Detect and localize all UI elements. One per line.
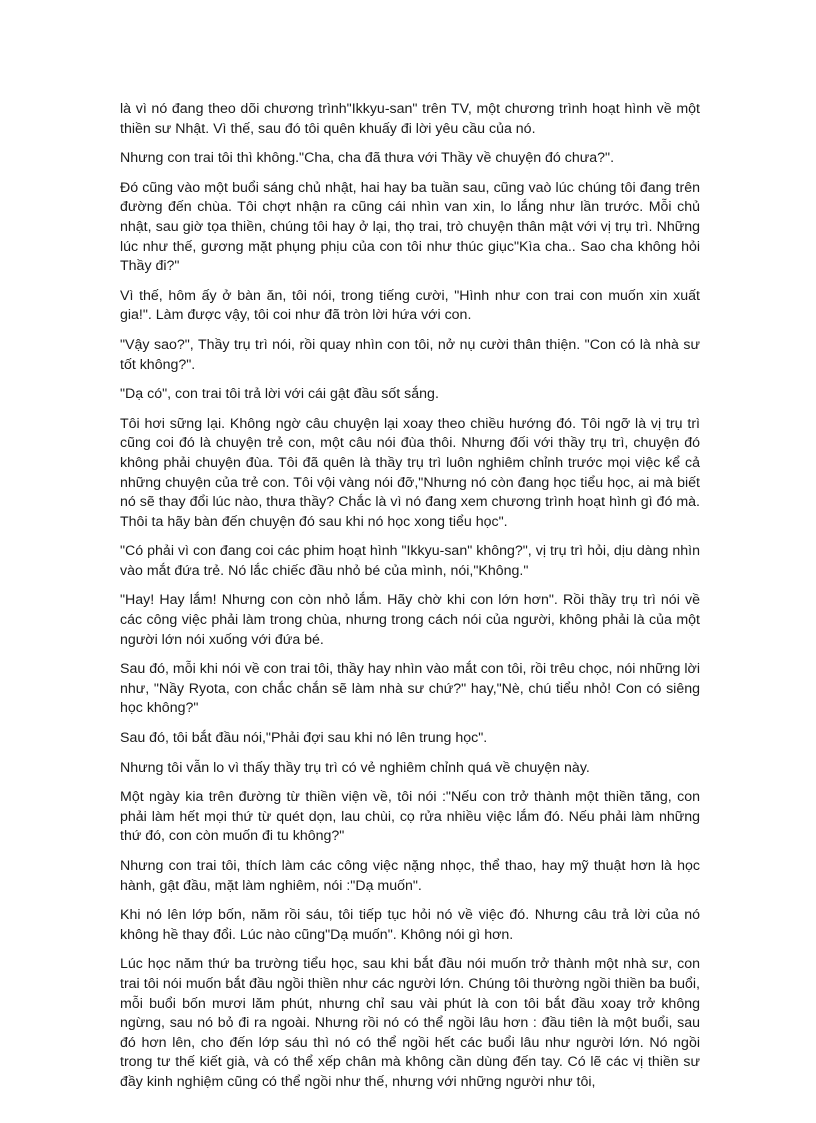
- paragraph: Nhưng con trai tôi, thích làm các công việc nặng nhọc, thể thao, hay mỹ thuật hơn là học hành, gật đầu, mặt làm nghiêm, nói :"Dạ muốn".: [120, 858, 700, 894]
- paragraph: Lúc học năm thứ ba trường tiểu học, sau khi bắt đầu nói muốn trở thành một nhà sư, con trai tôi nói muốn bắt đầu ngồi thiền như các người lớn. Chúng tôi thường ngồi thiền ba buổi, mỗi buổi bốn mươi lăm phút, nhưng chỉ sau vài phút là con tôi bắt đầu xoay trở không ngừng, sau nó bỏ đi ra ngoài. Nhưng rồi nó có thể ngồi lâu hơn : đầu tiên là một buổi, sau đó hơn lên, cho đến lớp sáu thì nó có thể ngồi hết các buổi lâu như người lớn. Nó ngồi trong tư thế kiết già, và có thể xếp chân mà không cần dùng đến tay. Có lẽ các vị thiền sư đầy kinh nghiệm cũng có thể ngồi như thế, nhưng với những người như tôi,: [120, 956, 700, 1090]
- paragraph: "Có phải vì con đang coi các phim hoạt hình "Ikkyu-san" không?", vị trụ trì hỏi, dịu dàng nhìn vào mắt đứa trẻ. Nó lắc chiếc đầu nhỏ bé của mình, nói,"Không.": [120, 543, 700, 579]
- paragraph: Sau đó, tôi bắt đầu nói,"Phải đợi sau khi nó lên trung học".: [120, 730, 488, 747]
- paragraph: là vì nó đang theo dõi chương trình"Ikkyu-san" trên TV, một chương trình hoạt hình về một thiền sư Nhật. Vì thế, sau đó tôi quên khuấy đi lời yêu cầu của nó.: [120, 101, 700, 137]
- paragraph: Nhưng tôi vẫn lo vì thấy thầy trụ trì có vẻ nghiêm chỉnh quá về chuyện này.: [120, 759, 590, 776]
- paragraph: Tôi hơi sững lại. Không ngờ câu chuyện lại xoay theo chiều hướng đó. Tôi ngỡ là vị trụ trì cũng coi đó là chuyện trẻ con, một câu nói đùa thôi. Nhưng đối với thầy trụ trì, chuyện đó không phải chuyện đùa. Tôi đã quên là thầy trụ trì luôn nghiêm chỉnh trước mọi việc kể cả những chuyện của trẻ con. Tôi vội vàng nói đỡ,"Nhưng nó còn đang học tiểu học, ai mà biết nó sẽ thay đổi lúc nào, thưa thầy? Chắc là vì nó đang xem chương trình hoạt hình gì đó mà. Thôi ta hãy bàn đến chuyện đó sau khi nó học xong tiểu học".: [120, 415, 700, 530]
- paragraph: "Dạ có", con trai tôi trả lời với cái gật đầu sốt sắng.: [120, 386, 439, 403]
- paragraph: Nhưng con trai tôi thì không."Cha, cha đã thưa với Thầy về chuyện đó chưa?".: [120, 150, 615, 167]
- paragraph: "Hay! Hay lắm! Nhưng con còn nhỏ lắm. Hãy chờ khi con lớn hơn". Rồi thầy trụ trì nói về các công việc phải làm trong chùa, nhưng trong cách nói của người, không phải là của một người lớn nói xuống với đứa bé.: [120, 592, 700, 648]
- body-text: [120, 100, 700, 1103]
- paragraph: Khi nó lên lớp bốn, năm rồi sáu, tôi tiếp tục hỏi nó về việc đó. Nhưng câu trả lời của nó không hề thay đổi. Lúc nào cũng"Dạ muốn". Không nói gì hơn.: [120, 907, 700, 943]
- paragraph: Đó cũng vào một buổi sáng chủ nhật, hai hay ba tuần sau, cũng vaò lúc chúng tôi đang trên đường đến chùa. Tôi chợt nhận ra cũng cái nhìn van xin, lo lắng như lần trước. Mỗi chủ nhật, sau giờ tọa thiền, chúng tôi hay ở lại, thọ trai, trò chuyện thân mật với vị trụ trì. Những lúc như thế, gương mặt phụng phịu của con tôi như thúc giục"Kìa cha.. Sao cha không hỏi Thầy đi?": [120, 179, 700, 275]
- paragraph: Một ngày kia trên đường từ thiền viện về, tôi nói :"Nếu con trở thành một thiền tăng, con phải làm hết mọi thứ từ quét dọn, lau chùi, cọ rửa nhiều việc lắm đó. Nếu phải làm những thứ đó, con còn muốn đi tu không?": [120, 789, 700, 845]
- paragraph: Vì thế, hôm ấy ở bàn ăn, tôi nói, trong tiếng cười, "Hình như con trai con muốn xin xuất gia!". Làm được vậy, tôi coi như đã tròn lời hứa với con.: [120, 287, 700, 324]
- paragraph: "Vậy sao?", Thầy trụ trì nói, rồi quay nhìn con tôi, nở nụ cười thân thiện. "Con có là nhà sư tốt không?".: [120, 336, 700, 373]
- paragraph: Sau đó, mỗi khi nói về con trai tôi, thầy hay nhìn vào mắt con tôi, rồi trêu chọc, nói những lời như, "Nầy Ryota, con chắc chắn sẽ làm nhà sư chứ?" hay,"Nè, chú tiểu nhỏ! Con có siêng học không?": [120, 661, 700, 717]
